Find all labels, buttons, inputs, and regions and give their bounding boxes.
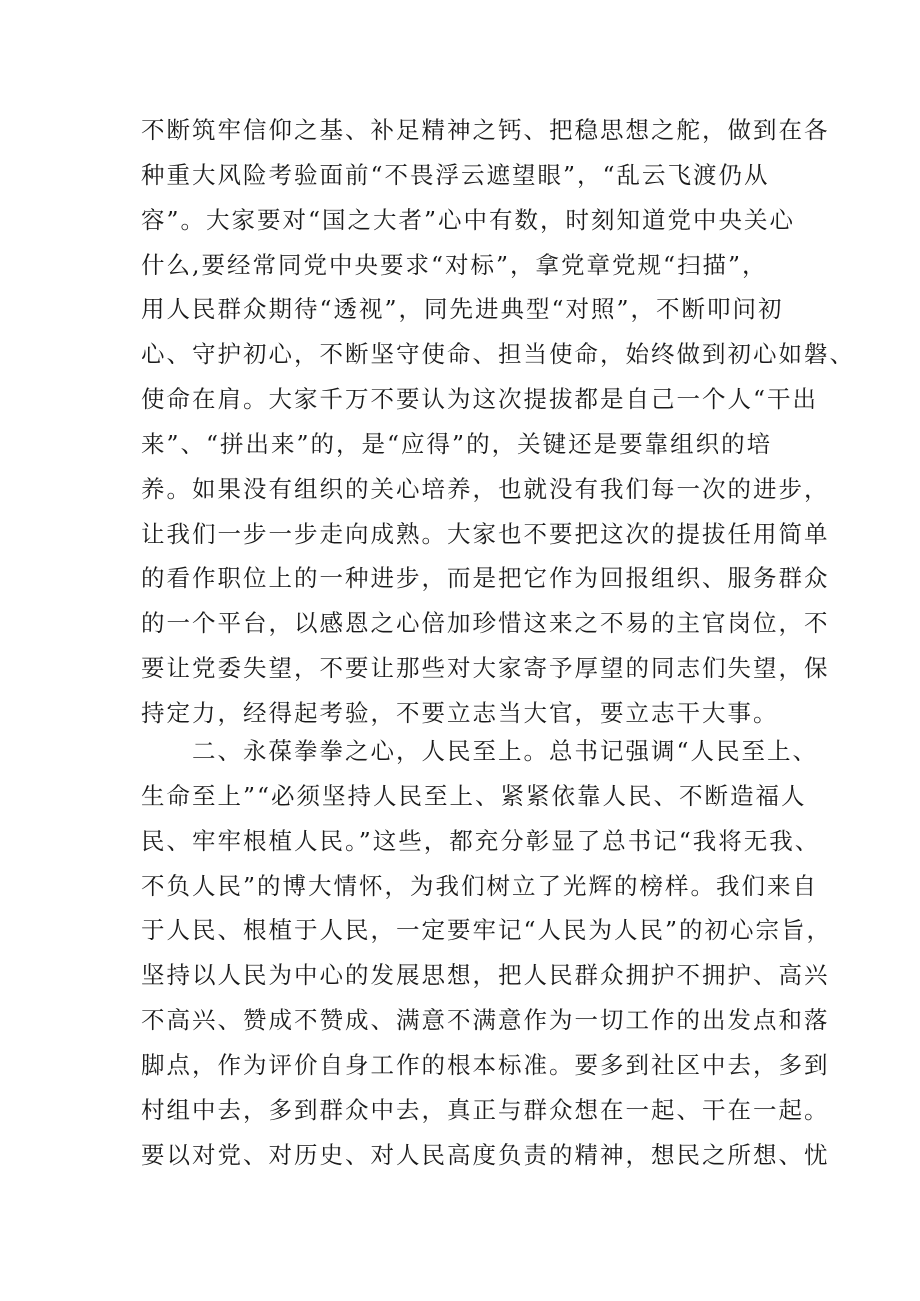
text-line: 生命至上”“必须坚持人民至上、紧紧依靠人民、不断造福人 bbox=[141, 781, 807, 810]
text-line: 的看作职位上的一种进步，而是把它作为回报组织、服务群众 bbox=[141, 564, 830, 593]
text-line: 容”。大家要对“国之大者”心中有数，时刻知道党中央关心 bbox=[141, 205, 796, 234]
text-line: 养。如果没有组织的关心培养，也就没有我们每一次的进步， bbox=[141, 474, 830, 503]
text-line: 二、永葆拳拳之心，人民至上。总书记强调“人民至上、 bbox=[141, 737, 819, 765]
text-line: 持定力，经得起考验，不要立志当大官，要立志干大事。 bbox=[141, 698, 779, 727]
text-line: 使命在肩。大家千万不要认为这次提拔都是自己一个人“干出 bbox=[141, 385, 819, 414]
text-line: 心、守护初心，不断坚守使命、担当使命，始终做到初心如磐、 bbox=[141, 340, 855, 369]
text-line: 坚持以人民为中心的发展思想，把人民群众拥护不拥护、高兴 bbox=[141, 961, 830, 990]
text-line: 什么,要经常同党中央要求“对标”，拿党章党规“扫描”， bbox=[141, 250, 768, 279]
paragraph-1 bbox=[141, 108, 855, 736]
text-line: 要以对党、对历史、对人民高度负责的精神，想民之所想、忧 bbox=[141, 1140, 830, 1169]
text-line: 民、牢牢根植人民。”这些，都充分彰显了总书记“我将无我、 bbox=[141, 826, 821, 855]
text-line: 种重大风险考验面前“不畏浮云遮望眼”，“乱云飞渡仍从 bbox=[141, 160, 770, 189]
text-line: 用人民群众期待“透视”，同先进典型“对照”，不断叩问初 bbox=[141, 295, 784, 324]
text-line: 村组中去，多到群众中去，真正与群众想在一起、干在一起。 bbox=[141, 1095, 830, 1124]
text-line: 于人民、根植于人民，一定要牢记“人民为人民”的初心宗旨， bbox=[141, 916, 833, 945]
text-line: 不高兴、赞成不赞成、满意不满意作为一切工作的出发点和落 bbox=[141, 1006, 830, 1035]
text-line: 的一个平台，以感恩之心倍加珍惜这来之不易的主官岗位，不 bbox=[141, 609, 830, 638]
text-line: 脚点，作为评价自身工作的根本标准。要多到社区中去，多到 bbox=[141, 1050, 830, 1079]
text-line: 来”、“拼出来”的，是“应得”的，关键还是要靠组织的培 bbox=[141, 429, 773, 458]
text-line: 要让党委失望，不要让那些对大家寄予厚望的同志们失望，保 bbox=[141, 654, 830, 683]
text-line: 不断筑牢信仰之基、补足精神之钙、把稳思想之舵，做到在各 bbox=[141, 116, 830, 144]
text-line: 让我们一步一步走向成熟。大家也不要把这次的提拔任用简单 bbox=[141, 519, 830, 548]
paragraph-2 bbox=[141, 729, 833, 1177]
text-line: 不负人民”的博大情怀，为我们树立了光辉的榜样。我们来自 bbox=[141, 871, 819, 900]
